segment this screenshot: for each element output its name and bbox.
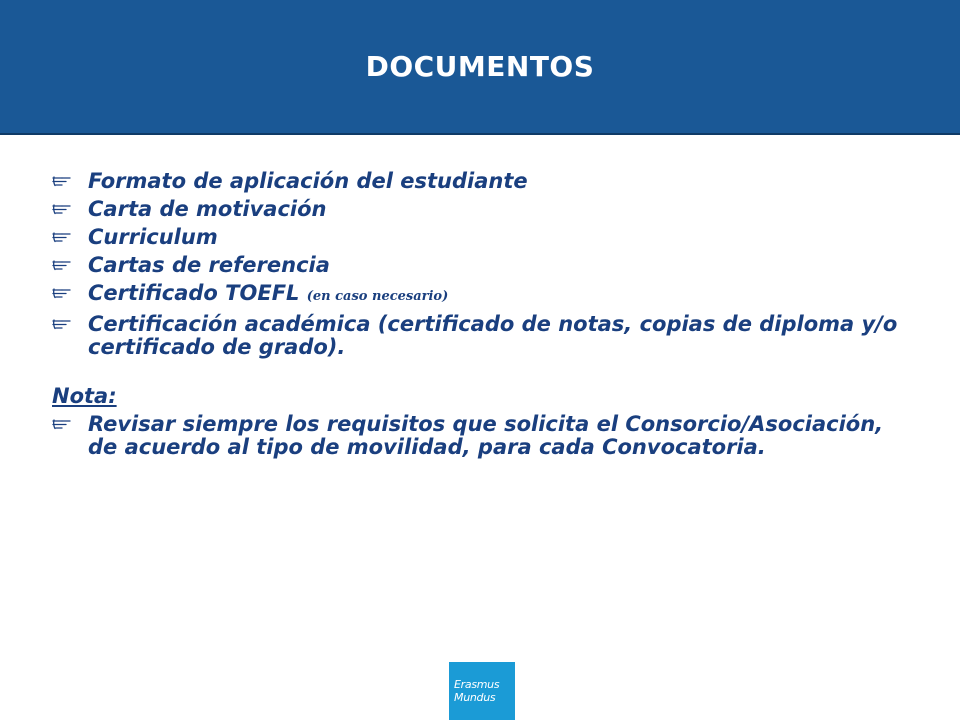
nota-text: Revisar siempre los requisitos que solicita el Consorcio/Asociación, de acuerdo al tipo de movilidad, para cada Convocatoria. bbox=[88, 412, 884, 459]
nota-label: Nota: bbox=[52, 384, 117, 408]
list-item-text: Certificación académica (certificado de notas, copias de diploma y/o certificado de grado). bbox=[88, 312, 898, 359]
logo-line-2: Mundus bbox=[454, 691, 496, 704]
list-item bbox=[52, 282, 912, 308]
list-item-text: Carta de motivación bbox=[88, 197, 327, 221]
header-banner bbox=[0, 0, 960, 135]
pointing-hand-icon bbox=[52, 415, 72, 433]
pointing-hand-icon bbox=[52, 200, 72, 218]
nota-item bbox=[52, 413, 912, 459]
list-item bbox=[52, 198, 912, 221]
document-list bbox=[52, 170, 912, 464]
list-item bbox=[52, 313, 912, 359]
list-item-text: Certificado TOEFL bbox=[88, 281, 307, 305]
list-item bbox=[52, 226, 912, 249]
list-item-text: Formato de aplicación del estudiante bbox=[88, 169, 528, 193]
pointing-hand-icon bbox=[52, 256, 72, 274]
pointing-hand-icon bbox=[52, 284, 72, 302]
pointing-hand-icon bbox=[52, 172, 72, 190]
list-item bbox=[52, 170, 912, 193]
list-item-text: Cartas de referencia bbox=[88, 253, 330, 277]
erasmus-mundus-logo bbox=[449, 662, 515, 720]
list-item-note: (en caso necesario) bbox=[306, 289, 449, 304]
list-item bbox=[52, 254, 912, 277]
pointing-hand-icon bbox=[52, 315, 72, 333]
list-item-text: Curriculum bbox=[88, 225, 218, 249]
logo-line-1: Erasmus bbox=[454, 678, 500, 691]
page-title: DOCUMENTOS bbox=[365, 50, 595, 83]
pointing-hand-icon bbox=[52, 228, 72, 246]
